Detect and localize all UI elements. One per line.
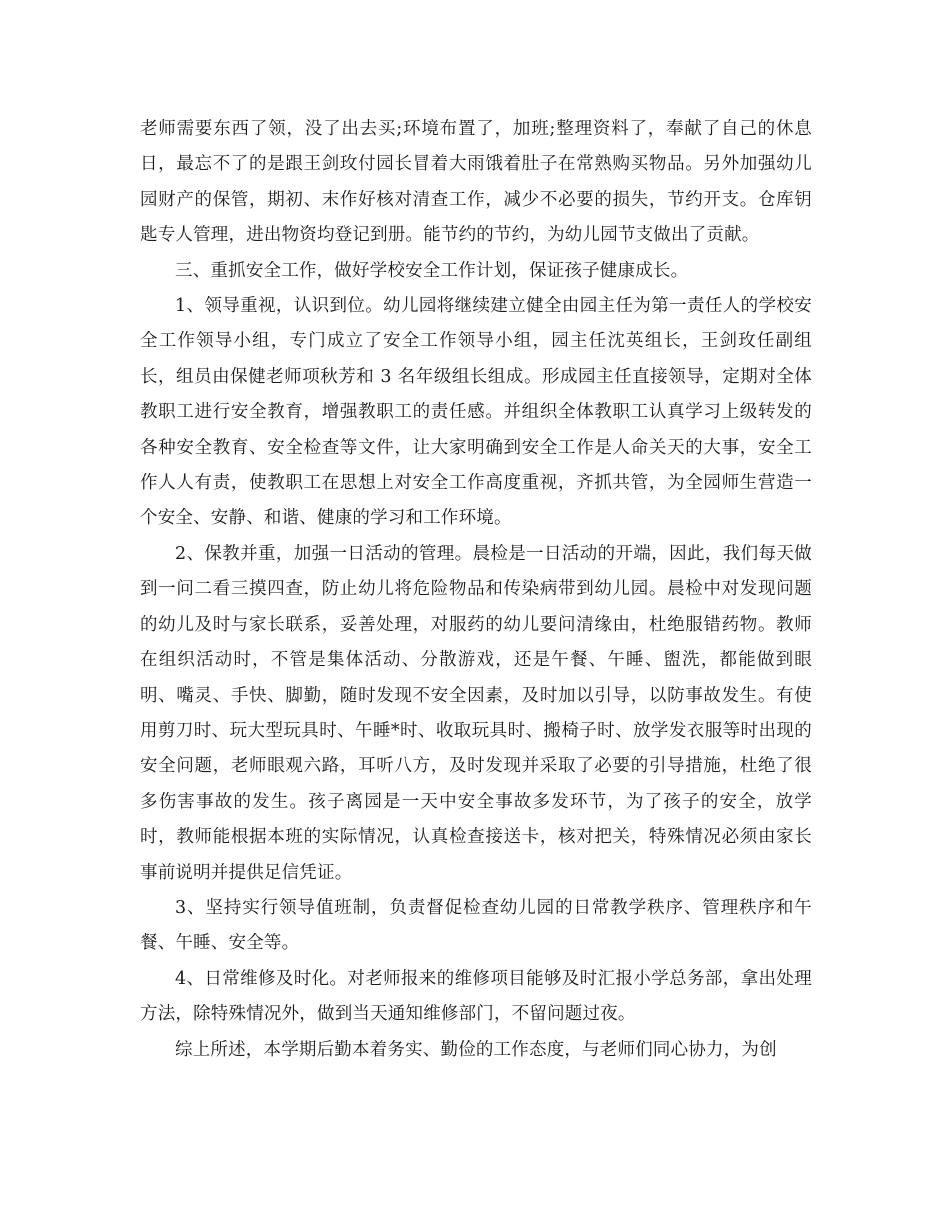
- paragraph-duty-system: 3、坚持实行领导值班制，负责督促检查幼儿园的日常教学秩序、管理秩序和午餐、午睡、安全等。: [140, 897, 812, 954]
- paragraph-summary: 综上所述，本学期后勤本着务实、勤俭的工作态度，与老师们同心协力，为创: [175, 1039, 777, 1060]
- document-body: [140, 112, 812, 1068]
- section-heading-safety: 三、重抓安全工作，做好学校安全工作计划，保证孩子健康成长。: [175, 260, 689, 281]
- paragraph-1: 老师需要东西了领，没了出去买;环境布置了，加班;整理资料了，奉献了自己的休息日，最忘不了的是跟王剑玫付园长冒着大雨饿着肚子在常熟购买物品。另外加强幼儿园财产的保管，期初、末作好核对清查工作，减少不必要的损失，节约开支。仓库钥匙专人管理，进出物资均登记到册。能节约的节约，为幼儿园节支做出了贡献。: [140, 119, 812, 246]
- paragraph-maintenance: 4、日常维修及时化。对老师报来的维修项目能够及时汇报小学总务部，拿出处理方法，除特殊情况外，做到当天通知维修部门，不留问题过夜。: [140, 968, 812, 1025]
- paragraph-daily-activities: 2、保教并重，加强一日活动的管理。晨检是一日活动的开端，因此，我们每天做到一问二看三摸四查，防止幼儿将危险物品和传染病带到幼儿园。晨检中对发现问题的幼儿及时与家长联系，妥善处理，对服药的幼儿要问清缘由，杜绝服错药物。教师在组织活动时，不管是集体活动、分散游戏，还是午餐、午睡、盥洗，都能做到眼明、嘴灵、手快、脚勤，随时发现不安全因素，及时加以引导，以防事故发生。有使用剪刀时、玩大型玩具时、午睡*时、收取玩具时、搬椅子时、放学发衣服等时出现的安全问题，老师眼观六路，耳听八方，及时发现并采取了必要的引导措施，杜绝了很多伤害事故的发生。孩子离园是一天中安全事故多发环节，为了孩子的安全，放学时，教师能根据本班的实际情况，认真检查接送卡，核对把关，特殊情况必须由家长事前说明并提供足信凭证。: [140, 543, 812, 883]
- paragraph-leadership: 1、领导重视，认识到位。幼儿园将继续建立健全由园主任为第一责任人的学校安全工作领导小组，专门成立了安全工作领导小组，园主任沈英组长，王剑玫任副组长，组员由保健老师项秋芳和 3 名年级组长组成。形成园主任直接领导，定期对全体教职工进行安全教育，增强教职工的责任感。并组织全体教职工认真学习上级转发的各种安全教育、安全检查等文件，让大家明确到安全工作是人命关天的大事，安全工作人人有责，使教职工在思想上对安全工作高度重视，齐抓共管，为全园师生营造一个安全、安静、和谐、健康的学习和工作环境。: [140, 296, 812, 529]
